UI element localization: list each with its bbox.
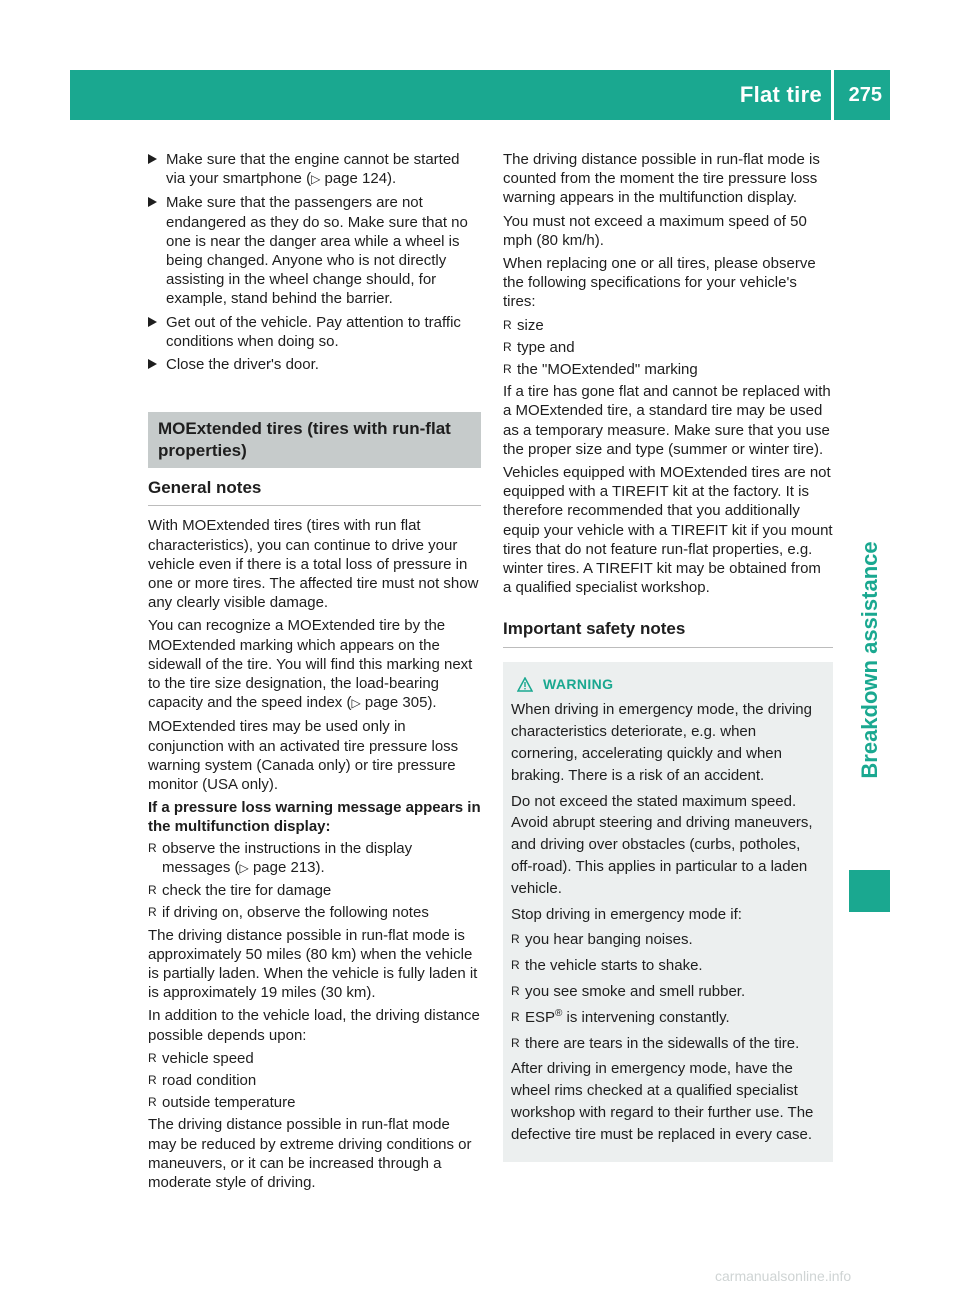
page-reference-icon: ▷ — [311, 172, 321, 187]
right-column — [503, 150, 833, 1162]
paragraph: You can recognize a MOExtended tire by the MOExtended marking which appears on the sidewall of the tire. You will find this marking next to the tire size designation, the load-bearing capacity and the speed index (▷ page 305). — [148, 617, 473, 712]
paragraph: When replacing one or all tires, please observe the following specifications for your vehicle's tires: — [503, 255, 816, 311]
list-item: R you see smoke and smell rubber. — [511, 981, 825, 1003]
list-item: R observe the instructions in the display messages (▷ page 213). — [148, 839, 413, 876]
bullet-icon: R — [148, 883, 157, 898]
list-item: R ESP® is intervening constantly. — [511, 1007, 825, 1029]
section-marker — [849, 870, 890, 912]
paragraph: With MOExtended tires (tires with run flat characteristics), you can continue to drive your vehicle even if there is a total loss of pressure in one or more tires. The affected tire must not show any clearly visible damage. — [148, 517, 479, 612]
list-item: R the vehicle starts to shake. — [511, 955, 825, 977]
paragraph: If a tire has gone flat and cannot be replaced with a MOExtended tire, a standard tire may be used as a temporary measure. Make sure that you use the proper size and type (summer or winter tire). — [503, 383, 831, 458]
paragraph: The driving distance possible in run-flat mode is approximately 50 miles (80 km) when the vehicle is partially laden. When the vehicle is fully laden it is approximately 19 miles (30 km). — [148, 926, 478, 1002]
list-item: R outside temperature — [148, 1094, 296, 1112]
paragraph: MOExtended tires may be used only in conjunction with an activated tire pressure loss warning system (Canada only) or tire pressure monitor (USA only). — [148, 718, 459, 794]
left-column — [148, 150, 481, 1196]
paragraph: Vehicles equipped with MOExtended tires are not equipped with a TIREFIT kit at the factory. It is therefore recommended that you additionally equip your vehicle with a TIREFIT kit if you mount tires that do not feature run-flat properties, e.g. winter tires. A TIREFIT kit may be obtained from a qualified specialist workshop. — [503, 464, 833, 597]
bullet-icon: R — [148, 1050, 157, 1065]
page-title: Flat tire — [739, 82, 822, 107]
list-item: R check the tire for damage — [148, 882, 332, 900]
list-item: R type and — [503, 338, 575, 356]
list-item: R size — [503, 316, 544, 334]
page-reference-link[interactable]: page 124). — [324, 170, 397, 188]
step-arrow-icon — [148, 317, 157, 327]
bullet-icon: R — [511, 1035, 520, 1050]
section-label: Breakdown assistance — [856, 541, 882, 779]
page-reference-icon: ▷ — [351, 696, 361, 711]
warning-paragraph: After driving in emergency mode, have the wheel rims checked at a qualified specialist workshop with regard to their further use. The defective tire must be replaced in every case. — [511, 1060, 814, 1143]
step-item: Make sure that the passengers are not endangered as they do so. Make sure that no one is near the danger area while a wheel is being changed. Anyone who is not directly assisting in the wheel change should, for example, stand behind the barrier. — [148, 193, 481, 308]
page-reference-link[interactable]: page 213). — [252, 858, 325, 876]
step-arrow-icon — [148, 359, 157, 369]
subsection-heading: Important safety notes — [503, 619, 833, 647]
warning-paragraph: When driving in emergency mode, the driving characteristics deteriorate, e.g. when cornering, accelerating quickly and when braking. There is a risk of an accident. — [511, 701, 812, 784]
step-item: Get out of the vehicle. Pay attention to traffic conditions when doing so. — [148, 313, 481, 351]
step-item: Close the driver's door. — [148, 355, 481, 374]
bold-heading: If a pressure loss warning message appears in the multifunction display: — [148, 799, 481, 836]
list-item: R the "MOExtended" marking — [503, 361, 698, 379]
bullet-icon: R — [148, 1095, 157, 1110]
page-reference-link[interactable]: page 305). — [364, 694, 437, 712]
step-item: Make sure that the engine cannot be started via your smartphone (▷ page 124). — [148, 150, 481, 189]
step-arrow-icon — [148, 154, 157, 164]
bullet-icon: R — [511, 932, 520, 947]
section-heading: MOExtended tires (tires with run-flat properties) — [148, 412, 481, 468]
warning-triangle-icon — [517, 677, 533, 692]
warning-header — [517, 674, 825, 696]
paragraph: In addition to the vehicle load, the driving distance possible depends upon: — [148, 1007, 480, 1044]
page-number: 275 — [848, 84, 882, 106]
bullet-icon: R — [503, 339, 512, 354]
list-item: R road condition — [148, 1071, 257, 1089]
list-item: R there are tears in the sidewalls of the tire. — [511, 1033, 825, 1055]
list-item: R vehicle speed — [148, 1049, 254, 1067]
warning-box — [503, 662, 833, 1162]
watermark: carmanualsonline.info — [715, 1268, 852, 1284]
bullet-icon: R — [503, 317, 512, 332]
warning-paragraph: Stop driving in emergency mode if: — [511, 905, 742, 923]
bullet-icon: R — [511, 958, 520, 973]
list-item: R you hear banging noises. — [511, 929, 825, 951]
bullet-icon: R — [511, 984, 520, 999]
header-divider — [831, 70, 834, 120]
warning-paragraph: Do not exceed the stated maximum speed. Avoid abrupt steering and driving maneuvers, and driving over obstacles (curbs, potholes, off-road). This applies in particular to a laden vehicle. — [511, 792, 813, 897]
bullet-icon: R — [148, 840, 157, 855]
header-bar — [70, 70, 890, 120]
page-reference-icon: ▷ — [239, 860, 249, 875]
paragraph: You must not exceed a maximum speed of 50 mph (80 km/h). — [503, 212, 807, 249]
warning-label: WARNING — [543, 675, 614, 692]
section-tab — [849, 500, 890, 820]
step-arrow-icon — [148, 197, 157, 207]
paragraph: The driving distance possible in run-flat mode is counted from the moment the tire pressure loss warning appears in the multifunction display. — [503, 151, 820, 207]
paragraph: The driving distance possible in run-flat mode may be reduced by extreme driving conditions or maneuvers, or it can be increased through a moderate style of driving. — [148, 1116, 472, 1191]
bullet-icon: R — [148, 1072, 157, 1087]
list-item: R if driving on, observe the following notes — [148, 904, 429, 922]
subsection-heading: General notes — [148, 478, 481, 506]
bullet-icon: R — [511, 1009, 520, 1024]
bullet-icon: R — [503, 362, 512, 377]
bullet-icon: R — [148, 905, 157, 920]
